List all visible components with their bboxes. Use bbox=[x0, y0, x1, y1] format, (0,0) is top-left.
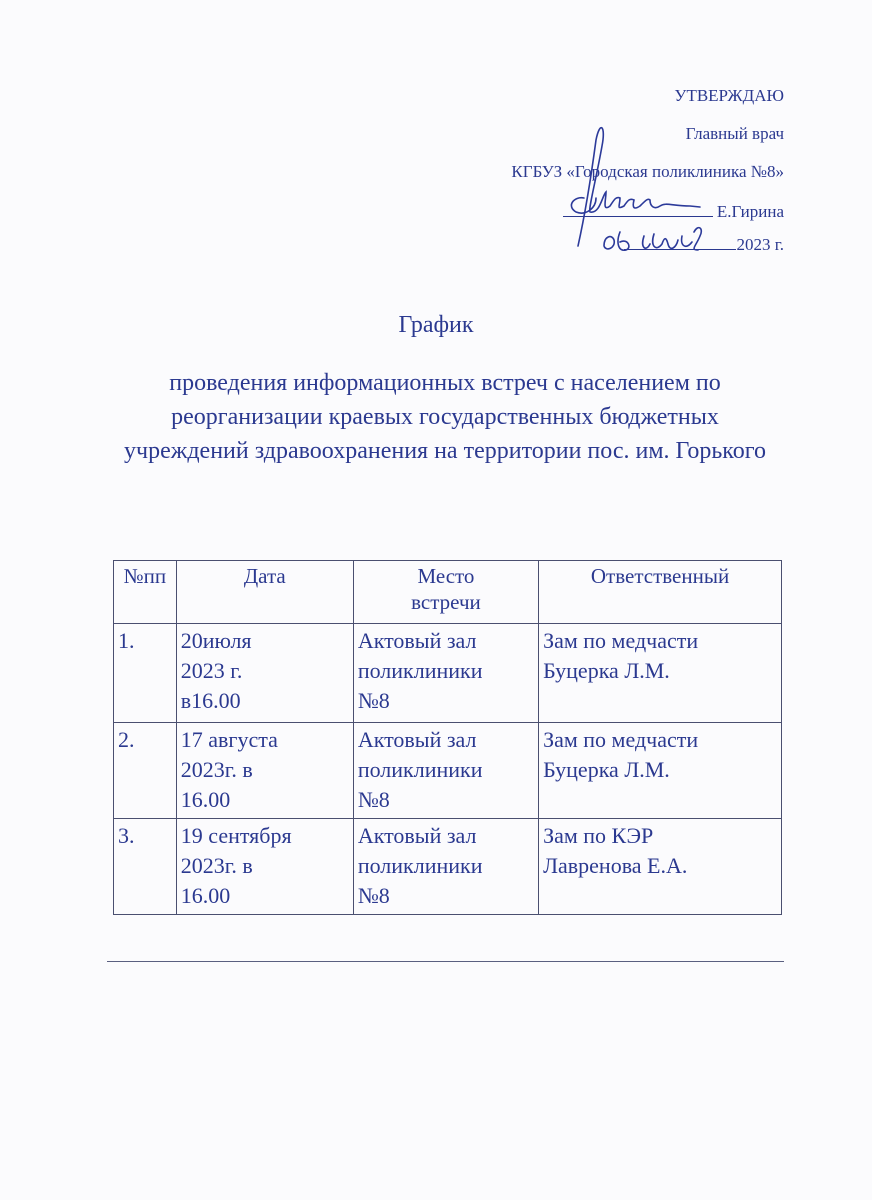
cell-place: Актовый зал поликлиники №8 bbox=[353, 624, 538, 723]
approval-year: 2023 г. bbox=[736, 235, 784, 254]
date-line bbox=[624, 233, 784, 255]
document-subtitle: проведения информационных встреч с населением по реорганизации краевых государственных бюджетных учреждений здравоохранения на территории пос. им. Горького bbox=[124, 370, 766, 464]
cell-responsible: Зам по медчасти Буцерка Л.М. bbox=[539, 723, 782, 819]
signature-blank bbox=[563, 200, 713, 217]
handwritten-signature bbox=[578, 128, 700, 246]
cell-place: Актовый зал поликлиники №8 bbox=[353, 723, 538, 819]
cell-date: 20июля 2023 г. в16.00 bbox=[176, 624, 353, 723]
header-date: Дата bbox=[176, 561, 353, 624]
schedule-table bbox=[113, 560, 782, 915]
cell-responsible: Зам по КЭР Лавренова Е.А. bbox=[539, 819, 782, 915]
date-blank bbox=[624, 233, 736, 250]
signature-line bbox=[563, 200, 784, 222]
document-title: График bbox=[398, 312, 474, 338]
cell-responsible: Зам по медчасти Буцерка Л.М. bbox=[539, 624, 782, 723]
approver-name: Е.Гирина bbox=[716, 202, 784, 221]
cell-number: 3. bbox=[114, 819, 177, 915]
cell-number: 1. bbox=[114, 624, 177, 723]
header-number: №пп bbox=[114, 561, 177, 624]
table-row bbox=[114, 819, 782, 915]
table-row bbox=[114, 723, 782, 819]
approver-organization: КГБУЗ «Городская поликлиника №8» bbox=[511, 162, 784, 181]
table-row bbox=[114, 624, 782, 723]
cell-place: Актовый зал поликлиники №8 bbox=[353, 819, 538, 915]
table-header-row bbox=[114, 561, 782, 624]
cell-number: 2. bbox=[114, 723, 177, 819]
approver-position: Главный врач bbox=[685, 124, 784, 143]
header-place: Место встречи bbox=[353, 561, 538, 624]
cell-date: 19 сентября 2023г. в 16.00 bbox=[176, 819, 353, 915]
approval-heading: УТВЕРЖДАЮ bbox=[674, 86, 784, 105]
bottom-divider bbox=[107, 961, 784, 962]
header-responsible: Ответственный bbox=[539, 561, 782, 624]
cell-date: 17 августа 2023г. в 16.00 bbox=[176, 723, 353, 819]
